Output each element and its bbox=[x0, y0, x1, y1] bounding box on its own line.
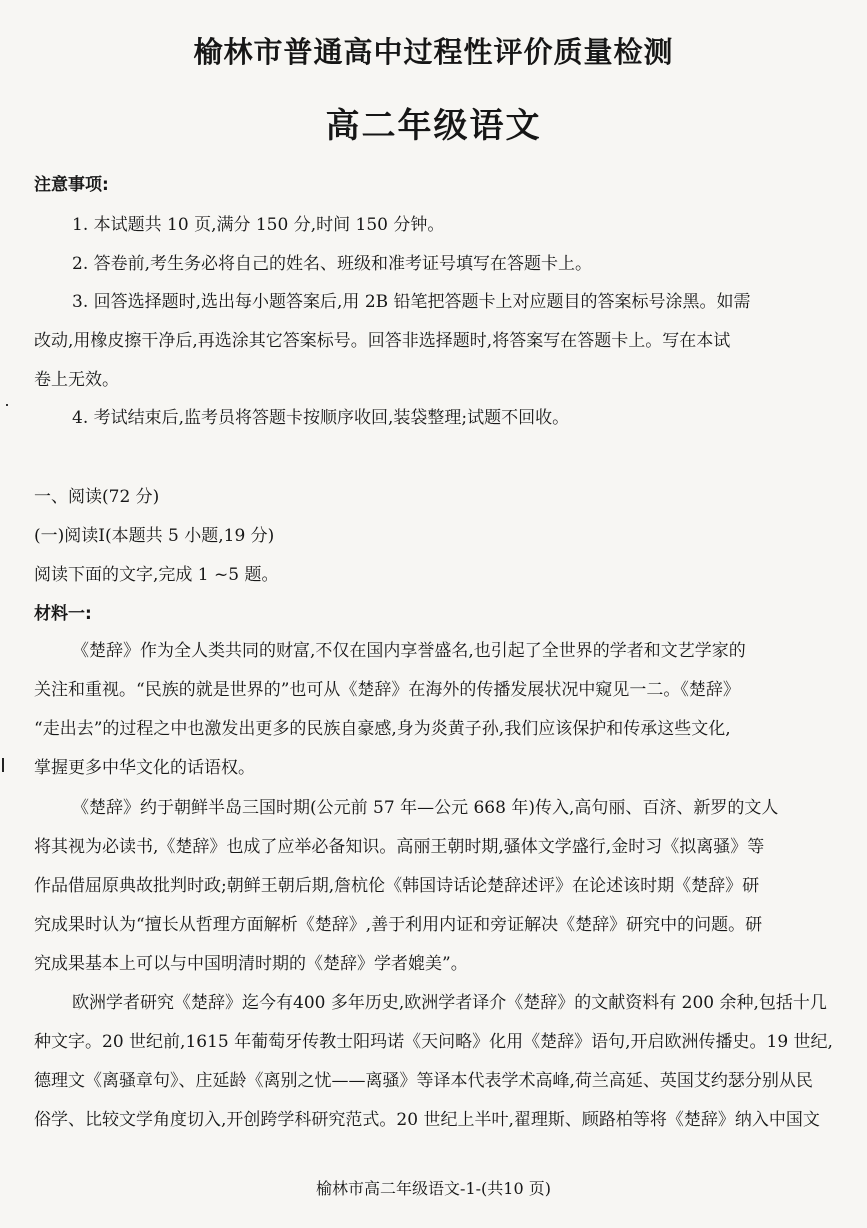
exam-subtitle: 高二年级语文 bbox=[325, 106, 542, 146]
notice-item-1: 1. 本试题共 10 页,满分 150 分,时间 150 分钟。 bbox=[72, 215, 445, 235]
notice-item-3-line-3: 卷上无效。 bbox=[34, 370, 119, 390]
passage-line: “走出去”的过程之中也激发出更多的民族自豪感,身为炎黄子孙,我们应该保护和传承这些文化, bbox=[34, 719, 731, 739]
passage-line: 欧洲学者研究《楚辞》迄今有400 多年历史,欧洲学者译介《楚辞》的文献资料有 200 余种,包括十几 bbox=[72, 993, 827, 1013]
section-heading: 一、阅读(72 分) bbox=[34, 487, 160, 507]
section-instruction: 阅读下面的文字,完成 1 ~5 题。 bbox=[34, 565, 279, 585]
notice-item-3-line-1: 3. 回答选择题时,选出每小题答案后,用 2B 铅笔把答题卡上对应题目的答案标号涂黑。如需 bbox=[72, 292, 751, 312]
passage-line: 究成果基本上可以与中国明清时期的《楚辞》学者媲美”。 bbox=[34, 954, 468, 974]
passage-line: 《楚辞》约于朝鲜半岛三国时期(公元前 57 年—公元 668 年)传入,高句丽、百济、新罗的文人 bbox=[72, 798, 779, 818]
material-label: 材料一: bbox=[34, 604, 92, 624]
notice-item-3-line-2: 改动,用橡皮擦干净后,再选涂其它答案标号。回答非选择题时,将答案写在答题卡上。写在本试 bbox=[34, 331, 731, 351]
passage-line: 《楚辞》作为全人类共同的财富,不仅在国内享誉盛名,也引起了全世界的学者和文艺学家的 bbox=[72, 641, 746, 661]
notice-item-2: 2. 答卷前,考生务必将自己的姓名、班级和准考证号填写在答题卡上。 bbox=[72, 254, 593, 274]
passage-line: 究成果时认为“擅长从哲理方面解析《楚辞》,善于利用内证和旁证解决《楚辞》研究中的问题。研 bbox=[34, 915, 763, 935]
passage-line: 掌握更多中华文化的话语权。 bbox=[34, 758, 255, 778]
margin-dot bbox=[6, 404, 8, 406]
passage-line: 俗学、比较文学角度切入,开创跨学科研究范式。20 世纪上半叶,翟理斯、顾路柏等将《楚辞》纳入中国文 bbox=[34, 1110, 820, 1130]
section-subheading: (一)阅读Ⅰ(本题共 5 小题,19 分) bbox=[34, 526, 275, 546]
passage-line: 种文字。20 世纪前,1615 年葡萄牙传教士阳玛诺《天问略》化用《楚辞》语句,开启欧洲传播史。19 世纪, bbox=[34, 1032, 833, 1052]
passage-line: 作品借屈原典故批判时政;朝鲜王朝后期,詹杭伦《韩国诗话论楚辞述评》在论述该时期《楚辞》研 bbox=[34, 876, 760, 896]
page-footer: 榆林市高二年级语文-1-(共10 页) bbox=[316, 1179, 551, 1198]
passage-line: 关注和重视。“民族的就是世界的”也可从《楚辞》在海外的传播发展状况中窥见一二。《楚辞》 bbox=[34, 680, 740, 700]
notice-heading: 注意事项: bbox=[34, 175, 109, 195]
margin-mark bbox=[2, 758, 4, 772]
notice-item-4: 4. 考试结束后,监考员将答题卡按顺序收回,装袋整理;试题不回收。 bbox=[72, 408, 570, 428]
exam-title: 榆林市普通高中过程性评价质量检测 bbox=[193, 35, 674, 69]
passage-line: 将其视为必读书,《楚辞》也成了应举必备知识。高丽王朝时期,骚体文学盛行,金时习《拟离骚》等 bbox=[34, 837, 765, 857]
passage-line: 德理文《离骚章句》、庄延龄《离别之忧——离骚》等译本代表学术高峰,荷兰高延、英国艾约瑟分别从民 bbox=[34, 1071, 813, 1091]
